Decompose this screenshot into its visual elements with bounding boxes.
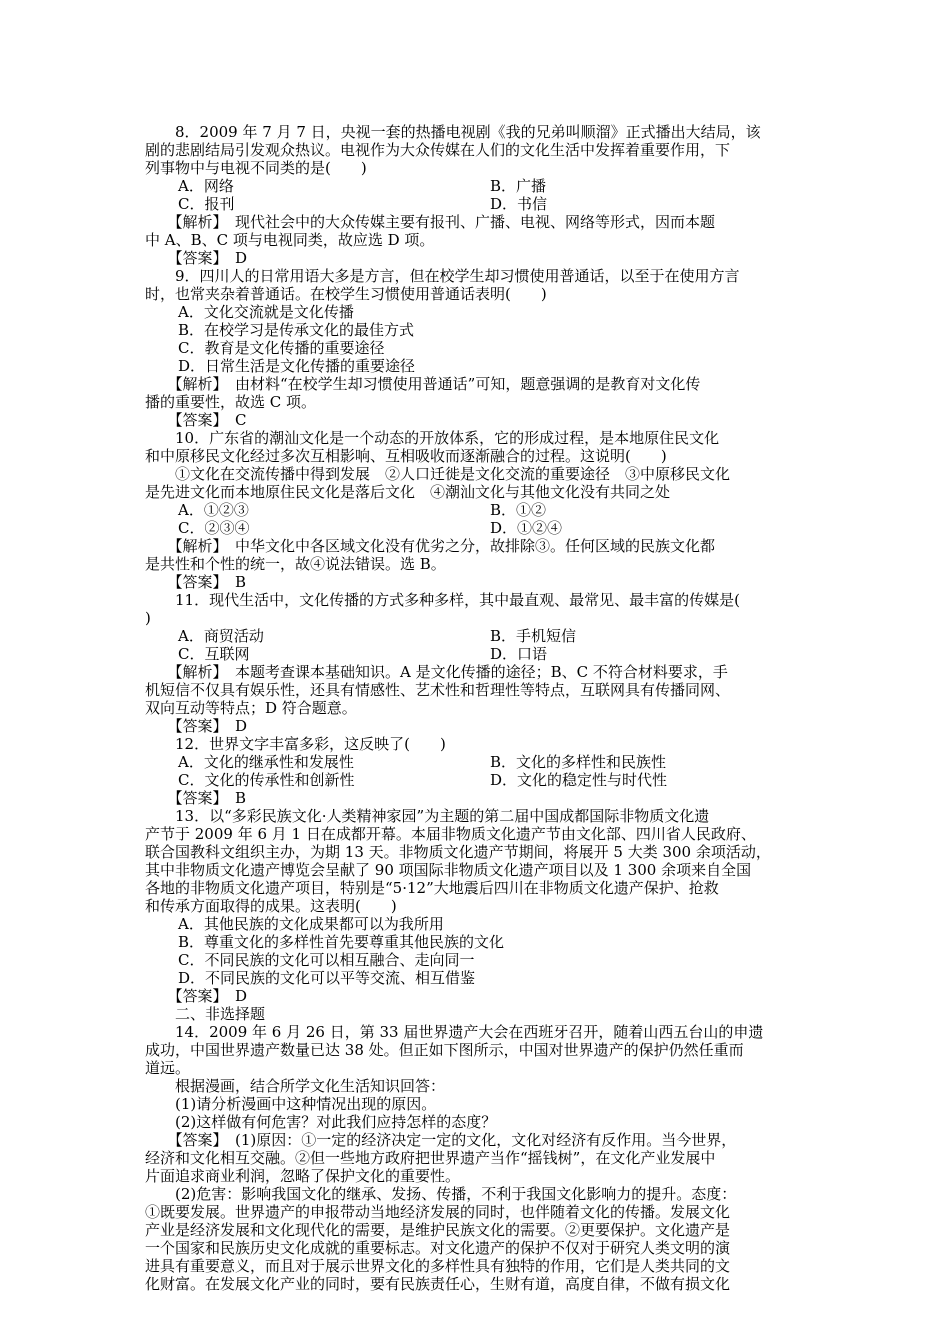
q10-option: B．①② — [490, 501, 547, 519]
q13-stem-line: 和传承方面取得的成果。这表明( ) — [145, 897, 397, 915]
q9-answer: 【答案】 C — [145, 411, 247, 429]
q11-option: D．口语 — [490, 645, 548, 663]
q8-analysis-line: 【解析】 现代社会中的大众传媒主要有报刊、广播、电视、网络等形式，因而本题 — [145, 213, 716, 231]
q11-stem-line: 11．现代生活中，文化传播的方式多种多样，其中最直观、最常见、最丰富的传媒是( — [145, 591, 740, 609]
q14-answer-line: 【答案】 (1)原因：①一定的经济决定一定的文化，文化对经济有反作用。当今世界， — [145, 1131, 737, 1149]
q8-option: A．网络 — [178, 177, 234, 195]
q8-stem-line: 8．2009 年 7 月 7 日，央视一套的热播电视剧《我的兄弟叫顺溜》正式播出大结局，该 — [145, 123, 761, 141]
q10-stem-line: 和中原移民文化经过多次互相影响、互相吸收而逐渐融合的过程。这说明( ) — [145, 447, 667, 465]
q14-prompt: 根据漫画，结合所学文化生活知识回答： — [145, 1077, 446, 1095]
q9-stem-line: 时，也常夹杂着普通话。在校学生习惯使用普通话表明( ) — [145, 285, 547, 303]
q9-stem-line: 9．四川人的日常用语大多是方言，但在校学生却习惯使用普通话，以至于在使用方言 — [145, 267, 740, 285]
section-heading: 二、非选择题 — [145, 1005, 266, 1023]
q8-option: C．报刊 — [178, 195, 235, 213]
q13-stem-line: 联合国教科文组织主办，为期 13 天。非物质文化遗产节期间，将展开 5 大类 300 余项活动， — [145, 843, 771, 861]
q8-option: B．广播 — [490, 177, 547, 195]
q14-answer-line: 经济和文化相互交融。②但一些地方政府把世界遗产当作“摇钱树”，在文化产业发展中 — [145, 1149, 716, 1167]
q10-stem-line: 是先进文化而本地原住民文化是落后文化 ④潮汕文化与其他文化没有共同之处 — [145, 483, 671, 501]
q11-option: B．手机短信 — [490, 627, 577, 645]
q10-option: C．②③④ — [178, 519, 250, 537]
q9-analysis-line: 【解析】 由材料“在校学生却习惯使用普通话”可知，题意强调的是教育对文化传 — [145, 375, 701, 393]
q13-option: B．尊重文化的多样性首先要尊重其他民族的文化 — [178, 933, 505, 951]
q14-subquestion: (1)请分析漫画中这种情况出现的原因。 — [145, 1095, 437, 1113]
q13-stem-line: 13．以“多彩民族文化·人类精神家园”为主题的第二届中国成都国际非物质文化遗 — [145, 807, 710, 825]
q11-option: C．互联网 — [178, 645, 250, 663]
q14-stem-line: 成功，中国世界遗产数量已达 38 处。但正如下图所示，中国对世界遗产的保护仍然任重而 — [145, 1041, 744, 1059]
q14-stem-line: 14．2009 年 6 月 26 日，第 33 届世界遗产大会在西班牙召开，随着山西五台山的申遗 — [145, 1023, 764, 1041]
q10-answer: 【答案】 B — [145, 573, 247, 591]
q11-answer: 【答案】 D — [145, 717, 248, 735]
q14-answer-line: 产业是经济发展和文化现代化的需要，是维护民族文化的需要。②更要保护。文化遗产是 — [145, 1221, 731, 1239]
q11-analysis-line: 【解析】 本题考查课本基础知识。A 是文化传播的途径；B、C 不符合材料要求，手 — [145, 663, 728, 681]
q13-stem-line: 其中非物质文化遗产博览会呈献了 90 项国际非物质文化遗产项目以及 1 300 余项来自全国 — [145, 861, 752, 879]
q8-stem-line: 剧的悲剧结局引发观众热议。电视作为大众传媒在人们的文化生活中发挥着重要作用，下 — [145, 141, 731, 159]
q12-option: C．文化的传承性和创新性 — [178, 771, 355, 789]
q9-option: A．文化交流就是文化传播 — [178, 303, 354, 321]
q10-analysis-line: 是共性和个性的统一，故④说法错误。选 B。 — [145, 555, 446, 573]
q14-answer-line: (2)危害：影响我国文化的继承、发扬、传播，不利于我国文化影响力的提升。态度： — [145, 1185, 737, 1203]
q8-option: D．书信 — [490, 195, 548, 213]
q14-answer-line: 进具有重要意义，而且对于展示世界文化的多样性具有独特的作用，它们是人类共同的文 — [145, 1257, 731, 1275]
q11-option: A．商贸活动 — [178, 627, 264, 645]
q14-answer-line: 一个国家和民族历史文化成就的重要标志。对文化遗产的保护不仅对于研究人类文明的演 — [145, 1239, 731, 1257]
q13-stem-line: 产节于 2009 年 6 月 1 日在成都开幕。本届非物质文化遗产节由文化部、四川省人民政府、 — [145, 825, 756, 843]
q14-subquestion: (2)这样做有何危害？对此我们应持怎样的态度？ — [145, 1113, 497, 1131]
q11-stem-line: ) — [145, 609, 151, 627]
q14-answer-line: 化财富。在发展文化产业的同时，要有民族责任心，生财有道，高度自律，不做有损文化 — [145, 1275, 731, 1293]
q10-stem-line: ①文化在交流传播中得到发展 ②人口迁徙是文化交流的重要途径 ③中原移民文化 — [145, 465, 731, 483]
q9-analysis-line: 播的重要性，故选 C 项。 — [145, 393, 317, 411]
q9-option: B．在校学习是传承文化的最佳方式 — [178, 321, 415, 339]
q9-option: C．教育是文化传播的重要途径 — [178, 339, 385, 357]
q11-analysis-line: 双向互动等特点；D 符合题意。 — [145, 699, 357, 717]
q12-option: A．文化的继承性和发展性 — [178, 753, 354, 771]
q12-option: D．文化的稳定性与时代性 — [490, 771, 668, 789]
q13-option: C．不同民族的文化可以相互融合、走向同一 — [178, 951, 475, 969]
q9-option: D．日常生活是文化传播的重要途径 — [178, 357, 416, 375]
q10-analysis-line: 【解析】 中华文化中各区域文化没有优劣之分，故排除③。任何区域的民族文化都 — [145, 537, 716, 555]
q13-option: D．不同民族的文化可以平等交流、相互借鉴 — [178, 969, 476, 987]
q14-answer-line: ①既要发展。世界遗产的申报带动当地经济发展的同时，也伴随着文化的传播。发展文化 — [145, 1203, 731, 1221]
q12-option: B．文化的多样性和民族性 — [490, 753, 667, 771]
q8-answer: 【答案】 D — [145, 249, 248, 267]
q8-stem-line: 列事物中与电视不同类的是( ) — [145, 159, 367, 177]
q10-option: D．①②④ — [490, 519, 563, 537]
q13-option: A．其他民族的文化成果都可以为我所用 — [178, 915, 444, 933]
q14-answer-line: 片面追求商业利润，忽略了保护文化的重要性。 — [145, 1167, 461, 1185]
q10-stem-line: 10．广东省的潮汕文化是一个动态的开放体系，它的形成过程，是本地原住民文化 — [145, 429, 720, 447]
q10-option: A．①②③ — [178, 501, 249, 519]
q13-answer: 【答案】 D — [145, 987, 248, 1005]
q11-analysis-line: 机短信不仅具有娱乐性，还具有情感性、艺术性和哲理性等特点，互联网具有传播同网、 — [145, 681, 731, 699]
q12-answer: 【答案】 B — [145, 789, 247, 807]
q8-analysis-line: 中 A、B、C 项与电视同类，故应选 D 项。 — [145, 231, 435, 249]
q13-stem-line: 各地的非物质文化遗产项目，特别是“5·12”大地震后四川在非物质文化遗产保护、抢救 — [145, 879, 719, 897]
q12-stem-line: 12．世界文字丰富多彩，这反映了( ) — [145, 735, 446, 753]
q14-stem-line: 道远。 — [145, 1059, 191, 1077]
